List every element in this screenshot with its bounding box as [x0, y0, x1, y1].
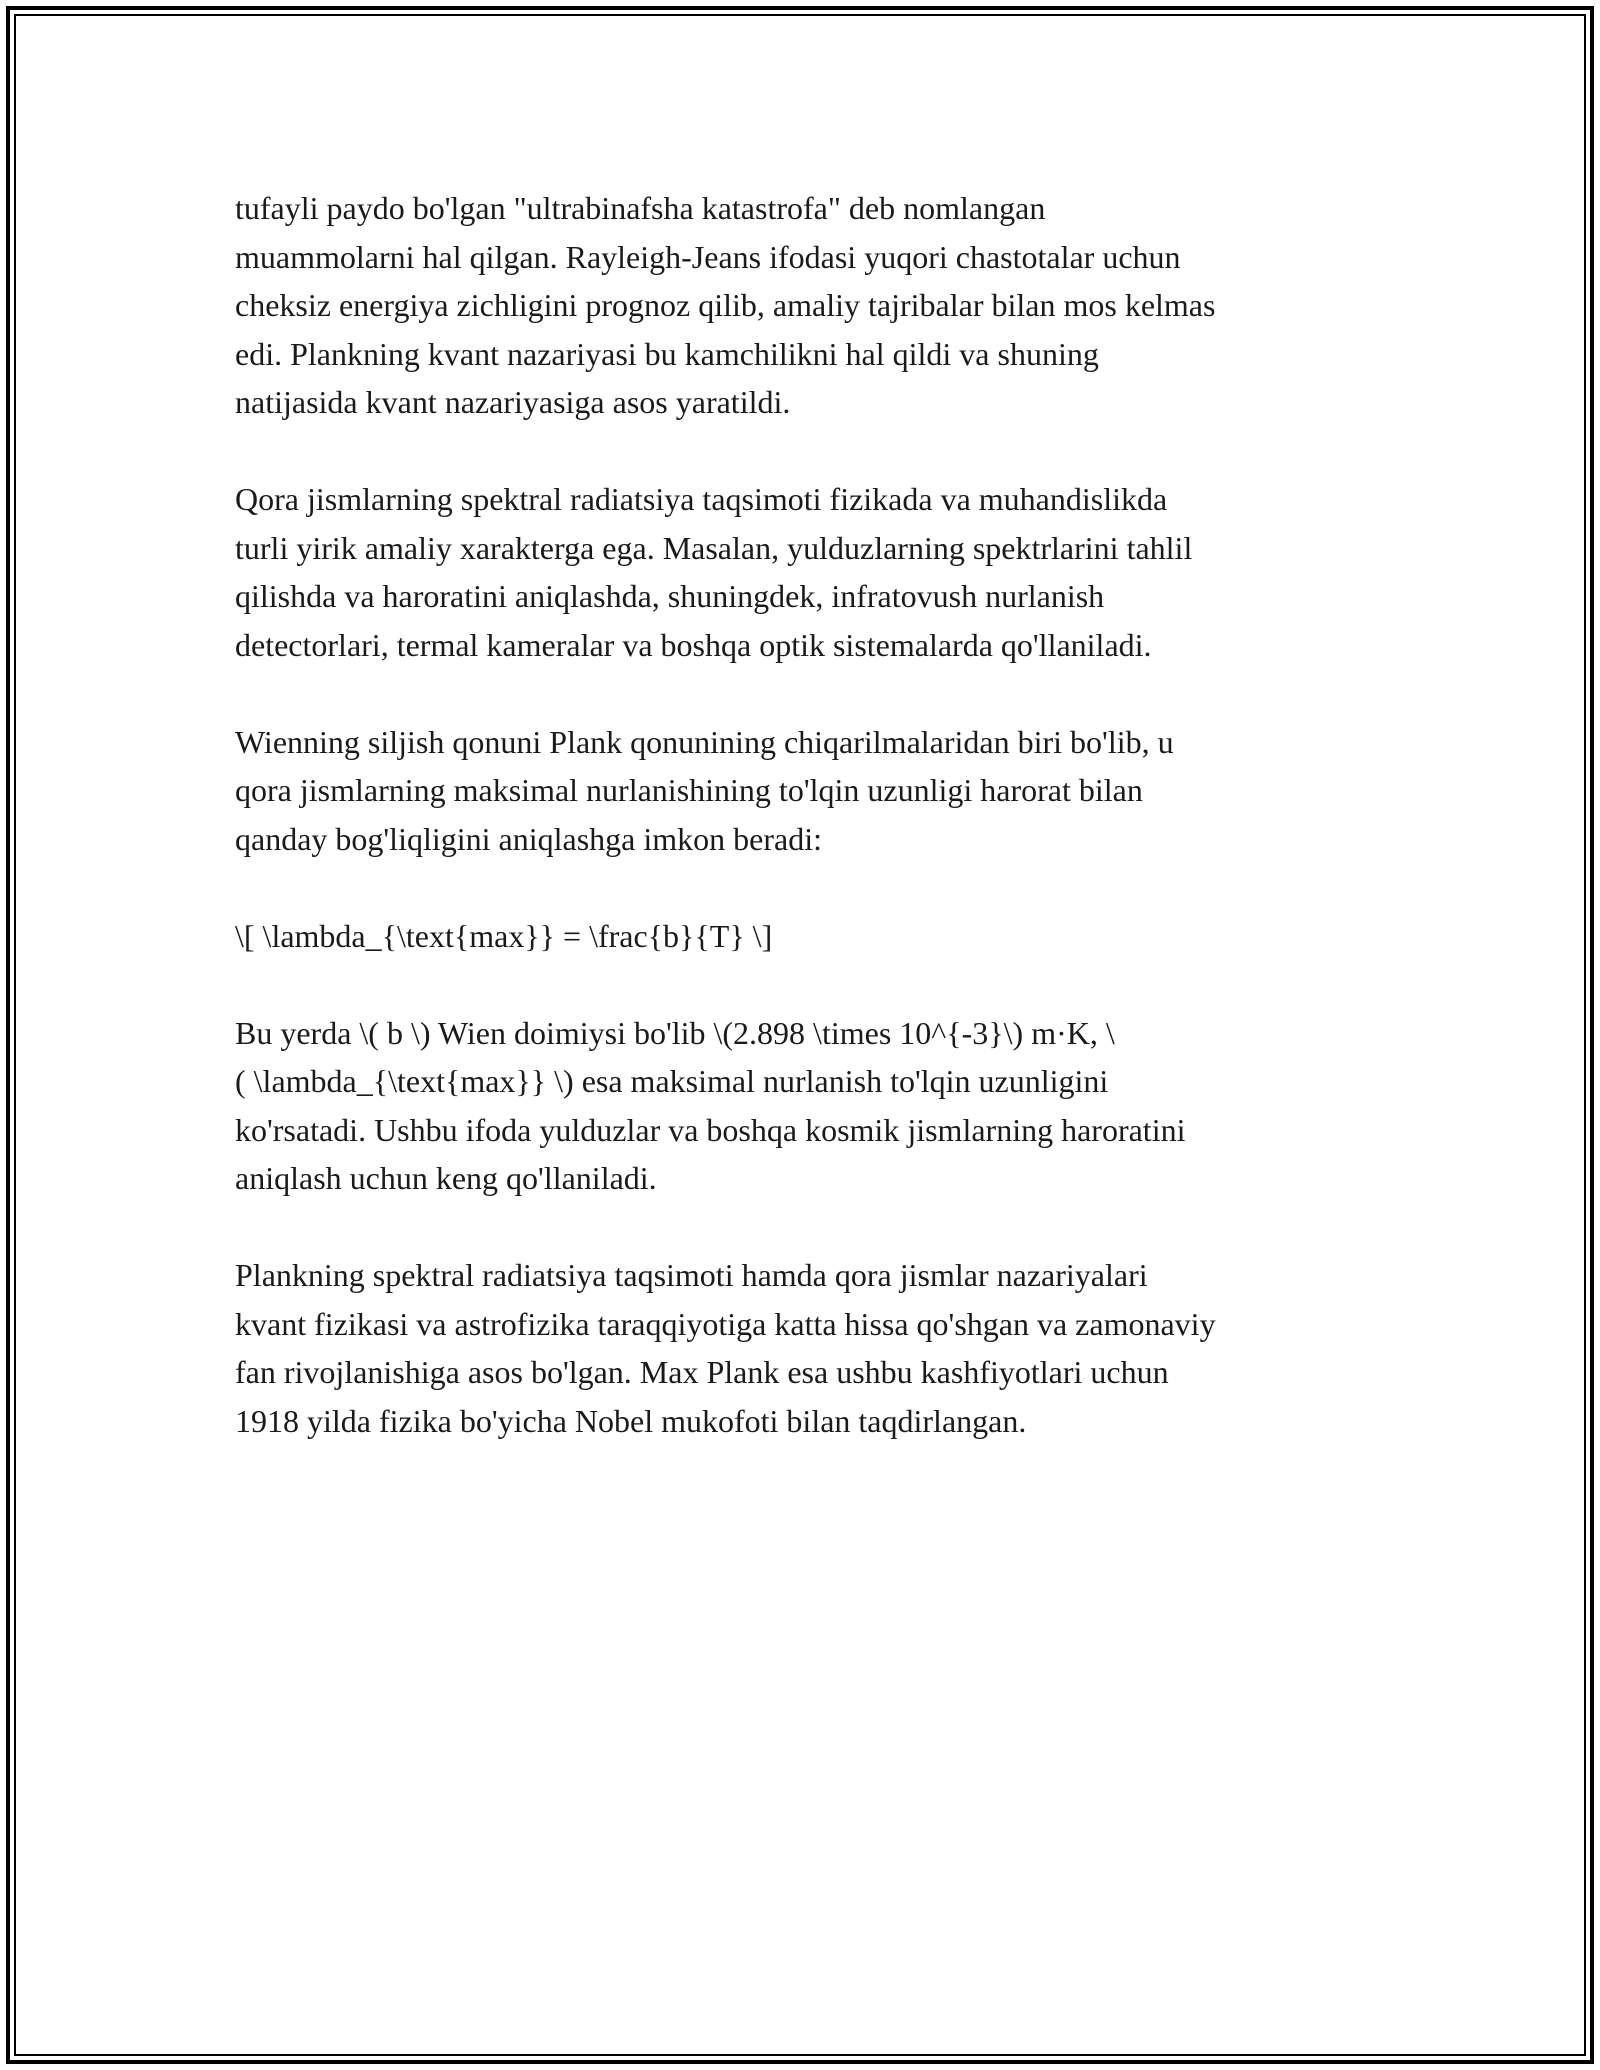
paragraph-conclusion: Plankning spektral radiatsiya taqsimoti hamda qora jismlar nazariyalari kvant fizikasi va astrofizika taraqqiyotiga katta hissa qo'shgan va zamonaviy fan rivojlanishiga asos bo'lgan. Max Plank esa ushbu kashfiyotlari uchun 1918 yilda fizika bo'yicha Nobel mukofoti bilan taqdirlangan. — [235, 1257, 1216, 1439]
paragraph-wien-law-intro: Wienning siljish qonuni Plank qonunining chiqarilmalaridan biri bo'lib, u qora jismlarning maksimal nurlanishining to'lqin uzunligi harorat bilan qanday bog'liqligini aniqlashga imkon beradi: — [235, 723, 1174, 857]
equation-wien-displacement: \[ \lambda_{\text{max}} = \frac{b}{T} \] — [235, 917, 773, 954]
paragraph-applications: Qora jismlarning spektral radiatsiya taqsimoti fizikada va muhandislikda turli yirik amaliy xarakterga ega. Masalan, yulduzlarning spektrlarini tahlil qilishda va haroratini aniqlashda, shuningdek, infratovush nurlanish detectorlari, termal kameralar va boshqa optik sistemalarda qo'llaniladi. — [235, 481, 1193, 663]
document-body — [235, 184, 1375, 1494]
paragraph-ultraviolet-catastrophe: tufayli paydo bo'lgan "ultrabinafsha katastrofa" deb nomlangan muammolarni hal qilgan. Rayleigh-Jeans ifodasi yuqori chastotalar uchun cheksiz energiya zichligini prognoz qilib, amaliy tajribalar bilan mos kelmas edi. Plankning kvant nazariyasi bu kamchilikni hal qildi va shuning natijasida kvant nazariyasiga asos yaratildi. — [235, 190, 1216, 420]
paragraph-wien-constant: Bu yerda \( b \) Wien doimiysi bo'lib \(2.898 \times 10^{-3}\) m·K, \ ( \lambda_{\text{max}} \) esa maksimal nurlanish to'lqin uzunligini ko'rsatadi. Ushbu ifoda yulduzlar va boshqa kosmik jismlarning haroratini aniqlash uchun keng qo'llaniladi. — [235, 1014, 1186, 1196]
